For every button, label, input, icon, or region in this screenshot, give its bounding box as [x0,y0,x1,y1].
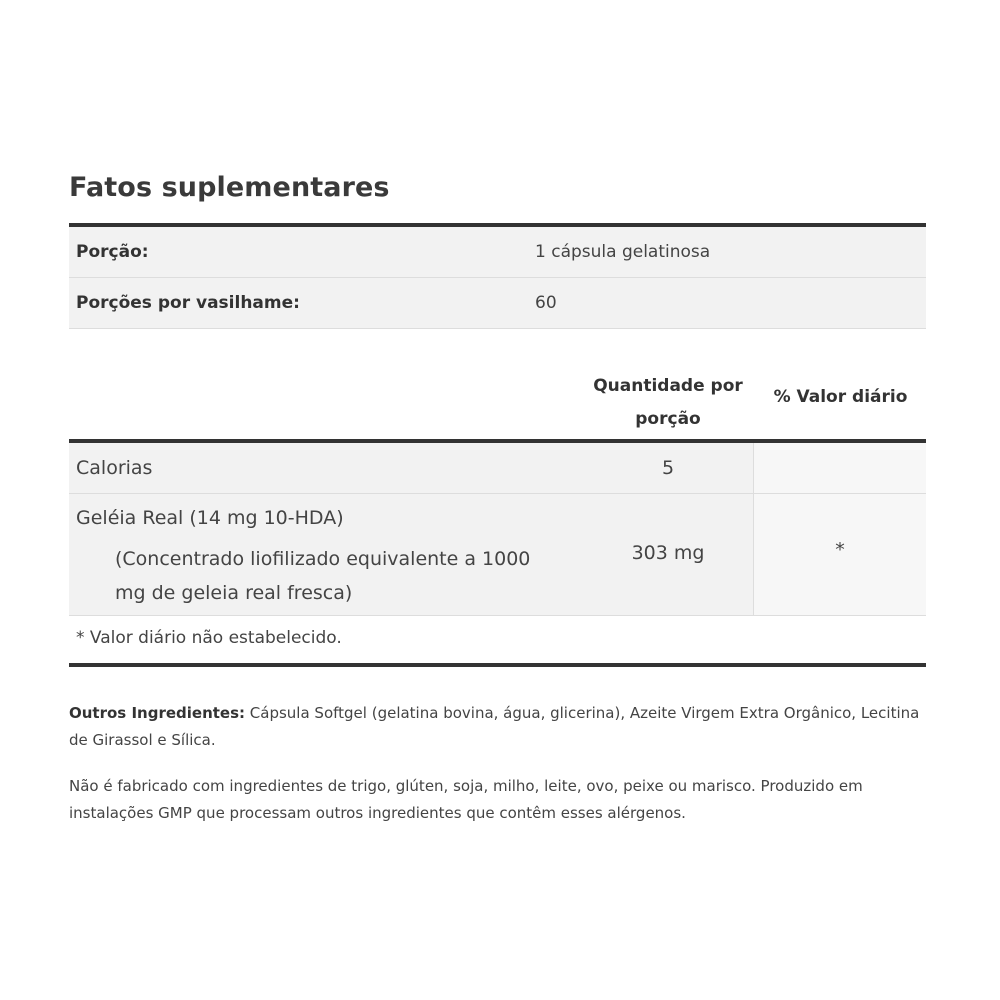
other-ingredients [69,700,926,754]
nutrient-detail: (Concentrado liofilizado equivalente a 1000 mg de geleia real fresca) [115,548,531,604]
daily-value-footnote: * Valor diário não estabelecido. [76,628,342,648]
other-ingredients-label: Outros Ingredientes: [69,704,246,722]
amount-header-line1: Quantidade por [593,376,743,396]
serving-table [69,223,926,329]
nutrient-amount: 303 mg [631,542,705,564]
nutrient-name: Calorias [76,457,153,479]
daily-value-footnote-row [69,616,926,667]
serving-size-label: Porção: [76,242,149,262]
page-title: Fatos suplementares [69,172,390,203]
servings-per-container-row [69,278,926,329]
nutrient-amount: 5 [661,457,675,479]
amount-header-line2: porção [635,409,701,429]
servings-per-container-label: Porções por vasilhame: [76,293,300,313]
table-row [69,494,926,616]
nutrient-name: Geléia Real (14 mg 10-HDA) [76,507,344,529]
allergen-statement: Não é fabricado com ingredientes de trigo, glúten, soja, milho, leite, ovo, peixe ou marisco. Produzido em instalações GMP que processam outros ingredientes que contêm esses alérgenos. [69,777,863,822]
serving-size-row [69,227,926,278]
daily-value: * [835,539,845,561]
amount-per-serving-header [589,370,747,436]
nutrition-header [69,360,926,440]
daily-value-cell [753,494,926,615]
other-ingredients-text: Cápsula Softgel (gelatina bovina, água, glicerina), Azeite Virgem Extra Orgânico, Lecitina de Girassol e Sílica. [69,704,920,749]
nutrition-table [69,439,926,667]
serving-size-value: 1 cápsula gelatinosa [535,242,711,262]
servings-per-container-value: 60 [535,293,557,313]
table-row [69,443,926,494]
daily-value-header: % Valor diário [773,387,908,407]
daily-value-cell [753,443,926,493]
